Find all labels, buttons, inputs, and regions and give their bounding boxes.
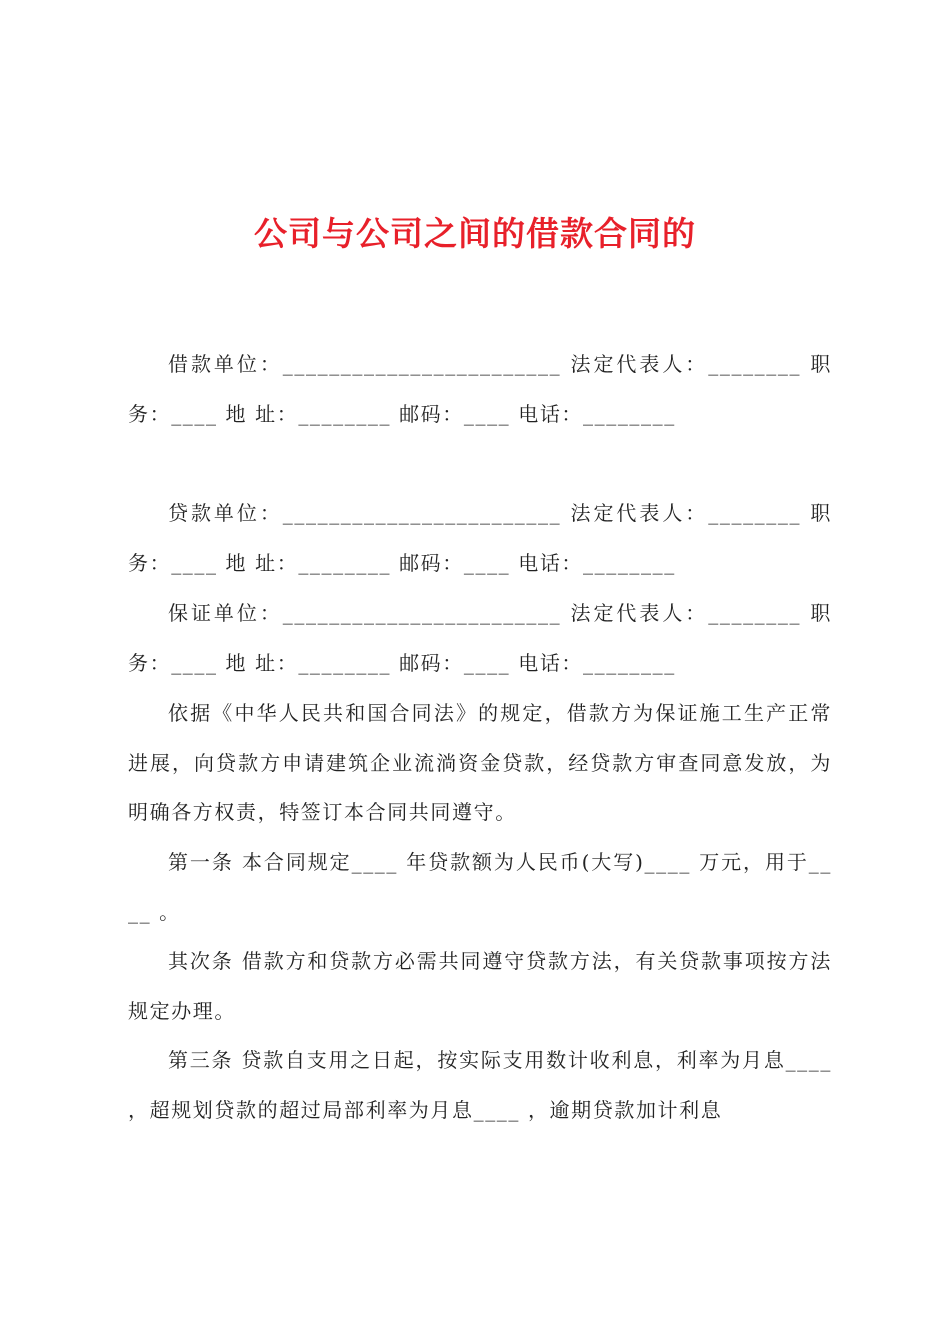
guarantor-info-paragraph: 保证单位：________________________ 法定代表人：________ 职务：____ 地 址：________ 邮码：____ 电话：________ — [128, 601, 832, 675]
article-1-paragraph: 第一条 本合同规定____ 年贷款额为人民币(大写)____ 万元，用于____ 。 — [128, 850, 832, 924]
document-title: 公司与公司之间的借款合同的 — [254, 214, 696, 253]
article-3-paragraph: 第三条 贷款自支用之日起，按实际支用数计收利息，利率为月息____ ，超规划贷款的超过局部利率为月息____ ，逾期贷款加计利息 — [128, 1048, 832, 1122]
lender-info-paragraph: 贷款单位：________________________ 法定代表人：________ 职务：____ 地 址：________ 邮码：____ 电话：________ — [128, 501, 832, 575]
article-2-paragraph: 其次条 借款方和贷款方必需共同遵守贷款方法，有关贷款事项按方法规定办理。 — [128, 949, 832, 1023]
preamble-paragraph: 依据《中华人民共和国合同法》的规定，借款方为保证施工生产正常进展，向贷款方申请建筑企业流淌资金贷款，经贷款方审查同意发放，为明确各方权责，特签订本合同共同遵守。 — [128, 701, 832, 824]
borrower-info-paragraph: 借款单位：________________________ 法定代表人：________ 职务：____ 地 址：________ 邮码：____ 电话：________ — [128, 352, 832, 426]
